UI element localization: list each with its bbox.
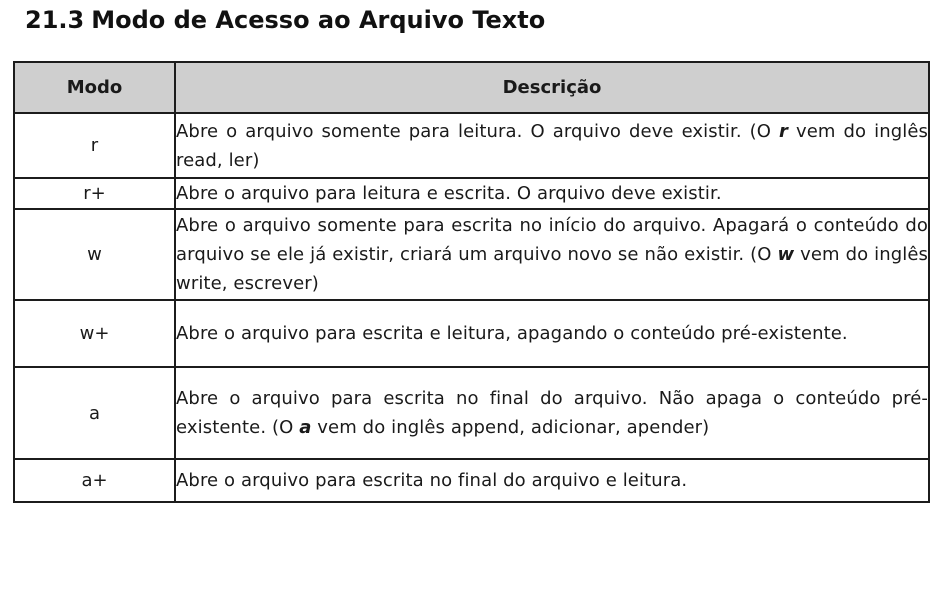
file-mode-table — [13, 61, 930, 503]
mode-letter-emphasis: a — [299, 417, 312, 438]
mode-cell: a — [14, 367, 175, 459]
section-title: Modo de Acesso ao Arquivo Texto — [91, 6, 546, 34]
section-number: 21.3 — [25, 6, 85, 34]
table-row — [14, 113, 929, 178]
description-text: Abre o arquivo para escrita e leitura, apagando o conteúdo pré-existente. — [176, 323, 848, 344]
description-cell — [175, 209, 929, 300]
table-header-row — [14, 62, 929, 113]
table-row — [14, 459, 929, 502]
description-text: Abre o arquivo somente para escrita no início do arquivo. Apagará o conteúdo do arquivo se ele já existir, criará um arquivo novo se não existir. (O — [176, 215, 928, 265]
header-mode: Modo — [14, 62, 175, 113]
mode-cell: w+ — [14, 300, 175, 367]
description-text: Abre o arquivo para escrita no final do arquivo. Não apaga o conteúdo pré-existente. (O — [176, 388, 928, 438]
mode-letter-emphasis: r — [779, 120, 789, 142]
mode-cell: r — [14, 113, 175, 178]
description-text: Abre o arquivo para leitura e escrita. O arquivo deve existir. — [176, 183, 722, 204]
mode-cell: w — [14, 209, 175, 300]
mode-cell: r+ — [14, 178, 175, 209]
description-text: vem do inglês append, adicionar, apender) — [311, 417, 710, 438]
description-cell — [175, 459, 929, 502]
mode-letter-emphasis: w — [777, 244, 795, 265]
description-text: vem do inglês write, escrever) — [176, 244, 929, 294]
table-row — [14, 300, 929, 367]
table-row — [14, 209, 929, 300]
section-heading — [25, 4, 545, 36]
header-description: Descrição — [175, 62, 929, 113]
description-cell — [175, 113, 929, 178]
table-row — [14, 367, 929, 459]
description-text: Abre o arquivo somente para leitura. O arquivo deve existir. (O — [176, 120, 780, 142]
mode-cell: a+ — [14, 459, 175, 502]
description-cell — [175, 367, 929, 459]
table-row — [14, 178, 929, 209]
description-cell — [175, 178, 929, 209]
description-cell — [175, 300, 929, 367]
description-text: vem do inglês read, ler) — [176, 120, 929, 171]
description-text: Abre o arquivo para escrita no final do arquivo e leitura. — [176, 470, 688, 491]
